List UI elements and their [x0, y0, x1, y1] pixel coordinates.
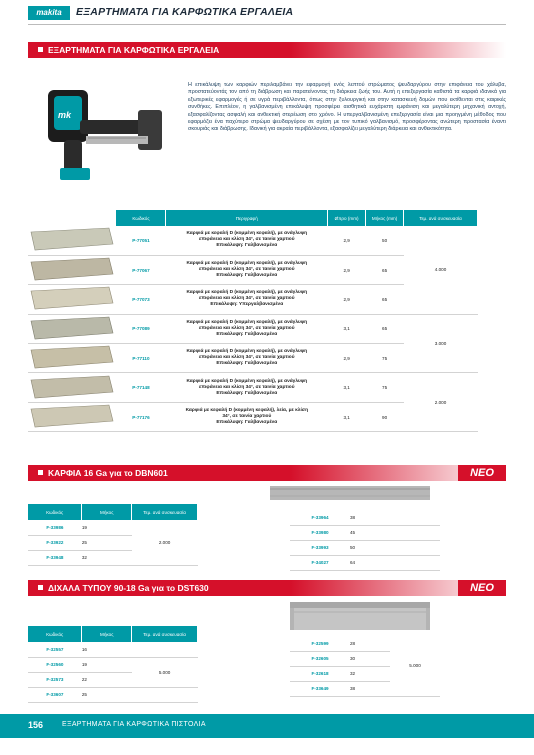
diameter-value: 3,1 — [328, 402, 366, 431]
length-value: 19 — [82, 657, 132, 672]
diameter-value: 2,9 — [328, 226, 366, 255]
length-value: 45 — [350, 525, 390, 540]
qty-value: 3.000 — [404, 314, 478, 373]
table-row — [28, 226, 478, 255]
product-description: Η επικάλυψη των καρφιών περιλαμβάνει την εφαρμογή ενός λεπτού στρώματος ψευδαργύρου στην επιφάνεια του χάλυβα, προστατεύοντάς τον από τη διάβρωση και παρατείνοντας τη διάρκεια ζωής του. Αυτή η επεξεργασία καθιστά τα καρφιά ιδανικά για εξωτερικές εφαρμογές ή σε υγρά περιβάλλοντα, όπως στην ξυλουργική και στην κατασκευή δομών που εκτίθενται στις καιρικές συνθήκες. Επιπλέον, η γαλβανισμένη επικάλυψη προσφέρει αισθητικά ευχάριστη εμφάνιση και μεγαλύτερη μηχανική αντοχή, εξασφαλίζοντας ασφαλή και ανθεκτική στερέωση στο χρόνο. Η υπεργαλβανισμένη επεξεργασία είναι μια προηγμένη μέθοδος που εφαρμόζει ένα παχύτερο στρώμα ψευδαργύρου σε σχέση με τον τυπικό γαλβανισμό, προσφέροντας ανώτερη προστασία έναντι σκουριάς και διάβρωσης. Ιδανική για ακραία περιβάλλοντα, εξασφαλίζει μεγαλύτερη διάρκεια και ανθεκτικότητα. — [188, 82, 506, 133]
bullet-icon — [38, 47, 43, 52]
product-code: F-33986 — [28, 520, 82, 535]
brand-logo: makita — [28, 6, 70, 20]
header-length: Μήκος — [82, 626, 132, 642]
header-length: Μήκος — [82, 504, 132, 520]
table-row — [290, 525, 440, 540]
product-code: F-33980 — [290, 525, 350, 540]
qty-cell — [390, 510, 440, 525]
nails-table — [28, 210, 478, 432]
length-value: 65 — [366, 314, 404, 343]
qty-cell — [390, 555, 440, 570]
section-16ga-bar — [28, 465, 506, 481]
length-value: 65 — [366, 285, 404, 314]
page-header — [0, 0, 534, 26]
product-code: F-32557 — [28, 642, 82, 657]
section-staples-title: ΔΙΧΑΛΑ ΤΥΠΟΥ 90-18 Ga για το DST630 — [48, 583, 209, 593]
new-badge: ΝΕΟ — [458, 465, 506, 481]
page-title: ΕΞΑΡΤΗΜΑΤΑ ΓΙΑ ΚΑΡΦΩΤΙΚΑ ΕΡΓΑΛΕΙΑ — [76, 6, 294, 18]
bullet-icon — [38, 470, 43, 475]
nail-gun-image — [28, 80, 176, 184]
diameter-value: 2,9 — [328, 344, 366, 373]
table-row — [28, 657, 198, 672]
header-blank — [28, 210, 116, 226]
qty-cell — [390, 540, 440, 555]
header-qty: Τεμ. ανά συσκευασία — [132, 626, 198, 642]
qty-cell — [132, 687, 198, 702]
qty-value: 5.000 — [390, 636, 440, 696]
length-value: 64 — [350, 555, 390, 570]
qty-value: 2.000 — [404, 373, 478, 432]
table-header-row — [28, 626, 198, 642]
length-value: 25 — [82, 687, 132, 702]
staples-table-right — [290, 636, 440, 697]
header-description: Περιγραφή — [166, 210, 328, 226]
length-value: 32 — [350, 666, 390, 681]
brad-nails-table-left — [28, 504, 198, 566]
length-value: 28 — [350, 636, 390, 651]
diameter-value: 3,1 — [328, 314, 366, 343]
length-value: 75 — [366, 344, 404, 373]
header-qty: Τεμ. ανά συσκευασία — [404, 210, 478, 226]
length-value: 38 — [350, 510, 390, 525]
header-qty: Τεμ. ανά συσκευασία — [132, 504, 198, 520]
product-code: F-33649 — [290, 681, 350, 696]
length-value: 65 — [366, 255, 404, 284]
product-code: P-77176 — [116, 402, 166, 431]
qty-value: 4.000 — [404, 226, 478, 314]
length-value: 38 — [350, 681, 390, 696]
qty-value: 5.000 — [132, 657, 198, 687]
qty-cell — [132, 642, 198, 657]
svg-text:mk: mk — [58, 110, 72, 120]
nail-strip-image — [28, 373, 116, 402]
qty-cell — [390, 525, 440, 540]
nail-strip-image — [28, 226, 116, 255]
product-code: P-77148 — [116, 373, 166, 402]
length-value: 32 — [82, 550, 132, 565]
product-code: P-77073 — [116, 285, 166, 314]
product-code: F-32618 — [290, 666, 350, 681]
product-code: P-77051 — [116, 226, 166, 255]
section-accessories-title: ΕΞΑΡΤΗΜΑΤΑ ΓΙΑ ΚΑΡΦΩΤΙΚΑ ΕΡΓΑΛΕΙΑ — [48, 45, 220, 55]
product-desc: Καρφιά με κεφαλή D (κομμένη κεφαλή), με ανάγλυφη επιφάνεια και κλίση 34°, σε ταινία χαρτιού Επικάλυψη: Γαλβανισμένα — [166, 314, 328, 343]
product-code: F-34027 — [290, 555, 350, 570]
product-desc: Καρφιά με κεφαλή D (κομμένη κεφαλή), με ανάγλυφη επιφάνεια και κλίση 34°, σε ταινία χαρτιού Επικάλυψη: Γαλβανισμένα — [166, 255, 328, 284]
product-desc: Καρφιά με κεφαλή D (κομμένη κεφαλή), λεία, με κλίση 34°, σε ταινία χαρτιού Επικάλυψη: Γαλβανισμένα — [166, 402, 328, 431]
product-code: F-32573 — [28, 672, 82, 687]
product-code: P-77110 — [116, 344, 166, 373]
section-accessories-bar — [28, 42, 506, 58]
diameter-value: 2,9 — [328, 285, 366, 314]
length-value: 25 — [82, 535, 132, 550]
diameter-value: 2,9 — [328, 255, 366, 284]
table-row — [290, 555, 440, 570]
product-code: F-33964 — [290, 510, 350, 525]
header-divider — [28, 24, 506, 25]
nail-strip-image — [28, 402, 116, 431]
nail-strip-image — [28, 255, 116, 284]
length-value: 90 — [366, 402, 404, 431]
nail-strip-image — [28, 344, 116, 373]
nail-strip-image — [28, 314, 116, 343]
table-row — [290, 540, 440, 555]
product-desc: Καρφιά με κεφαλή D (κομμένη κεφαλή), με ανάγλυφη επιφάνεια και κλίση 34°, σε ταινία χαρτιού Επικάλυψη: Γαλβανισμένα — [166, 226, 328, 255]
table-row — [28, 687, 198, 702]
product-code: F-33948 — [28, 550, 82, 565]
diameter-value: 3,1 — [328, 373, 366, 402]
length-value: 50 — [366, 226, 404, 255]
length-value: 75 — [366, 373, 404, 402]
new-badge: ΝΕΟ — [458, 580, 506, 596]
section-16ga-title: ΚΑΡΦΙΑ 16 Ga για το DBN601 — [48, 468, 168, 478]
header-code: Κωδικός — [28, 504, 82, 520]
length-value: 50 — [350, 540, 390, 555]
product-code: F-32599 — [290, 636, 350, 651]
length-value: 19 — [82, 520, 132, 535]
qty-value: 2.000 — [132, 520, 198, 565]
product-code: F-33922 — [28, 535, 82, 550]
table-row — [290, 510, 440, 525]
length-value: 22 — [82, 672, 132, 687]
staples-table-left — [28, 626, 198, 703]
brad-nails-table-right — [290, 510, 440, 571]
product-code: F-33993 — [290, 540, 350, 555]
length-value: 16 — [82, 642, 132, 657]
header-diameter: Øπρο (mm) — [328, 210, 366, 226]
product-code: F-33607 — [28, 687, 82, 702]
nail-stick-image — [270, 484, 430, 502]
product-code: F-32560 — [28, 657, 82, 672]
bullet-icon — [38, 585, 43, 590]
header-length: Μήκος (mm) — [366, 210, 404, 226]
table-row — [28, 520, 198, 535]
table-row — [28, 373, 478, 402]
product-code: P-77089 — [116, 314, 166, 343]
page-number: 156 — [28, 720, 44, 730]
header-code: Κωδικός — [116, 210, 166, 226]
section-staples-bar — [28, 580, 506, 596]
table-row — [28, 314, 478, 343]
length-value: 30 — [350, 651, 390, 666]
product-desc: Καρφιά με κεφαλή D (κομμένη κεφαλή), με ανάγλυφη επιφάνεια και κλίση 34°, σε ταινία χαρτιού Επικάλυψη: Υπεργαλβανισμένα — [166, 285, 328, 314]
table-header-row — [28, 504, 198, 520]
table-row — [28, 642, 198, 657]
product-desc: Καρφιά με κεφαλή D (κομμένη κεφαλή), με ανάγλυφη επιφάνεια και κλίση 34°, σε ταινία χαρτιού Επικάλυψη: Γαλβανισμένα — [166, 373, 328, 402]
footer-title: ΕΞΑΡΤΗΜΑΤΑ ΓΙΑ ΚΑΡΦΩΤΙΚΑ ΠΙΣΤΟΛΙΑ — [62, 721, 206, 728]
table-row — [290, 636, 440, 651]
staples-image — [290, 598, 430, 632]
product-desc: Καρφιά με κεφαλή D (κομμένη κεφαλή), με ανάγλυφη επιφάνεια και κλίση 34°, σε ταινία χαρτιού Επικάλυψη: Γαλβανισμένα — [166, 344, 328, 373]
product-code: P-77067 — [116, 255, 166, 284]
nail-strip-image — [28, 285, 116, 314]
product-code: F-32605 — [290, 651, 350, 666]
table-header-row — [28, 210, 478, 226]
header-code: Κωδικός — [28, 626, 82, 642]
